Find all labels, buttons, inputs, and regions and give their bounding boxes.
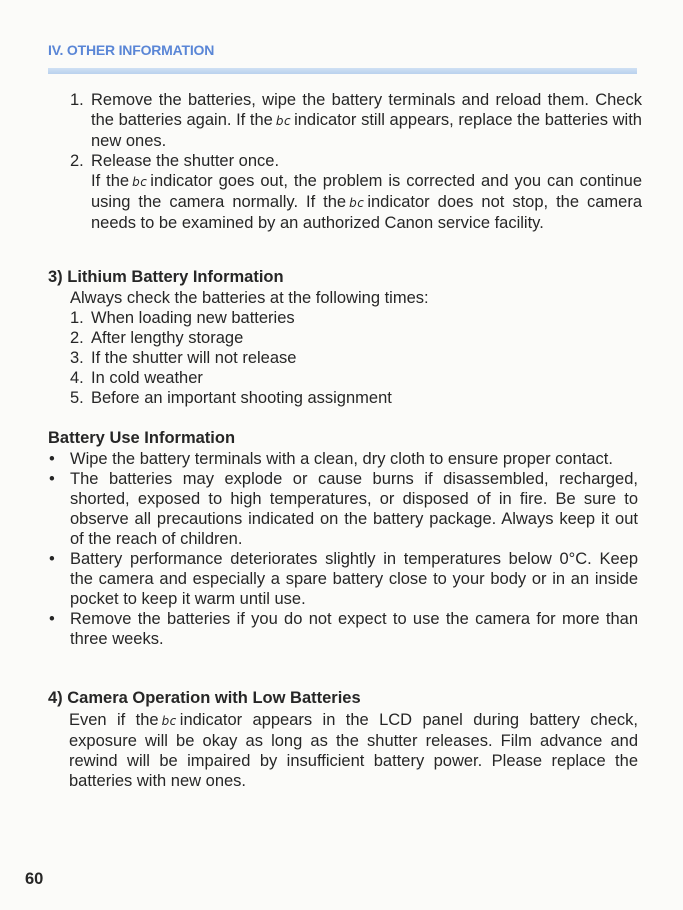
bc-indicator-icon: bc bbox=[132, 175, 148, 189]
lithium-lead: Always check the batteries at the following times: bbox=[70, 289, 429, 307]
low-batteries-paragraph bbox=[69, 710, 638, 791]
bullet-text: Battery performance deteriorates slightly in temperatures below 0°C. Keep the camera and especially a spare battery close to your body or in an inside pocket to keep it warm until use. bbox=[70, 550, 638, 608]
list-item bbox=[70, 328, 630, 348]
list-item bbox=[70, 151, 642, 171]
item-number: 1. bbox=[70, 91, 84, 109]
bullet-icon: • bbox=[49, 550, 55, 568]
bullet-text: Wipe the battery terminals with a clean, dry cloth to ensure proper contact. bbox=[70, 450, 613, 468]
item-text: If the shutter will not release bbox=[91, 349, 297, 367]
item-text-part: indicator still appears, replace the batteries with new ones. bbox=[91, 111, 642, 150]
bullet-icon: • bbox=[49, 470, 55, 488]
list-item bbox=[70, 90, 642, 151]
para-text-part: Even if the bbox=[69, 711, 159, 729]
battery-use-title: Battery Use Information bbox=[48, 429, 236, 447]
bullet-text: The batteries may explode or cause burns if disassembled, recharged, shorted, exposed to high temperatures, or disposed of in fire. Be sure to observe all precautions indicated on the battery package. Always keep it out of the reach of children. bbox=[70, 470, 638, 548]
item-number: 2. bbox=[70, 329, 84, 347]
item-text: After lengthy storage bbox=[91, 329, 244, 347]
para-text-part: indicator goes out, the problem is corrected and you can continue using the camera normally. If the bbox=[91, 172, 642, 211]
para-text-part: If the bbox=[91, 172, 130, 190]
bullet-icon: • bbox=[49, 450, 55, 468]
list-item bbox=[70, 308, 630, 328]
bullet-item bbox=[48, 449, 638, 469]
list-item bbox=[70, 368, 630, 388]
item-number: 1. bbox=[70, 309, 84, 327]
low-batteries-title: 4) Camera Operation with Low Batteries bbox=[48, 689, 361, 707]
list-item bbox=[70, 388, 630, 408]
item-text bbox=[91, 90, 642, 151]
para-text-part: indicator appears in the LCD panel during battery check, exposure will be okay as long as the shutter releases. Film advance and rewind will be impaired by insufficient battery power. Please replace the batteries with new ones. bbox=[69, 711, 638, 790]
lithium-list bbox=[70, 288, 630, 408]
bc-indicator-icon: bc bbox=[349, 196, 365, 210]
item-text: In cold weather bbox=[91, 369, 203, 387]
item-number: 2. bbox=[70, 152, 84, 170]
item-text: Before an important shooting assignment bbox=[91, 389, 392, 407]
item-text: Release the shutter once. bbox=[91, 152, 280, 170]
section-header: IV. OTHER INFORMATION bbox=[48, 42, 215, 58]
lithium-title: 3) Lithium Battery Information bbox=[48, 268, 284, 286]
bc-indicator-icon: bc bbox=[275, 114, 292, 128]
page-number: 60 bbox=[25, 870, 44, 888]
item-text-part: Remove the batteries, wipe the battery terminals and reload them. Check the batteries again. If the bbox=[91, 91, 642, 129]
bullet-item bbox=[48, 549, 638, 609]
item-paragraph bbox=[70, 171, 642, 233]
para-text-part: indicator does not stop, the camera needs to be examined by an authorized Canon service facility. bbox=[91, 193, 642, 232]
item-number: 3. bbox=[70, 349, 84, 367]
item-text: When loading new batteries bbox=[91, 309, 295, 327]
bullet-item bbox=[48, 609, 638, 649]
list-item bbox=[70, 348, 630, 368]
bc-indicator-icon: bc bbox=[161, 714, 177, 728]
bullet-item bbox=[48, 469, 638, 549]
header-rule bbox=[48, 68, 637, 74]
troubleshoot-list bbox=[70, 90, 642, 233]
lithium-items bbox=[70, 308, 630, 408]
battery-use-list bbox=[48, 449, 638, 649]
item-number: 4. bbox=[70, 369, 84, 387]
bullet-icon: • bbox=[49, 610, 55, 628]
bullet-text: Remove the batteries if you do not expect to use the camera for more than three weeks. bbox=[70, 610, 638, 648]
item-number: 5. bbox=[70, 389, 84, 407]
